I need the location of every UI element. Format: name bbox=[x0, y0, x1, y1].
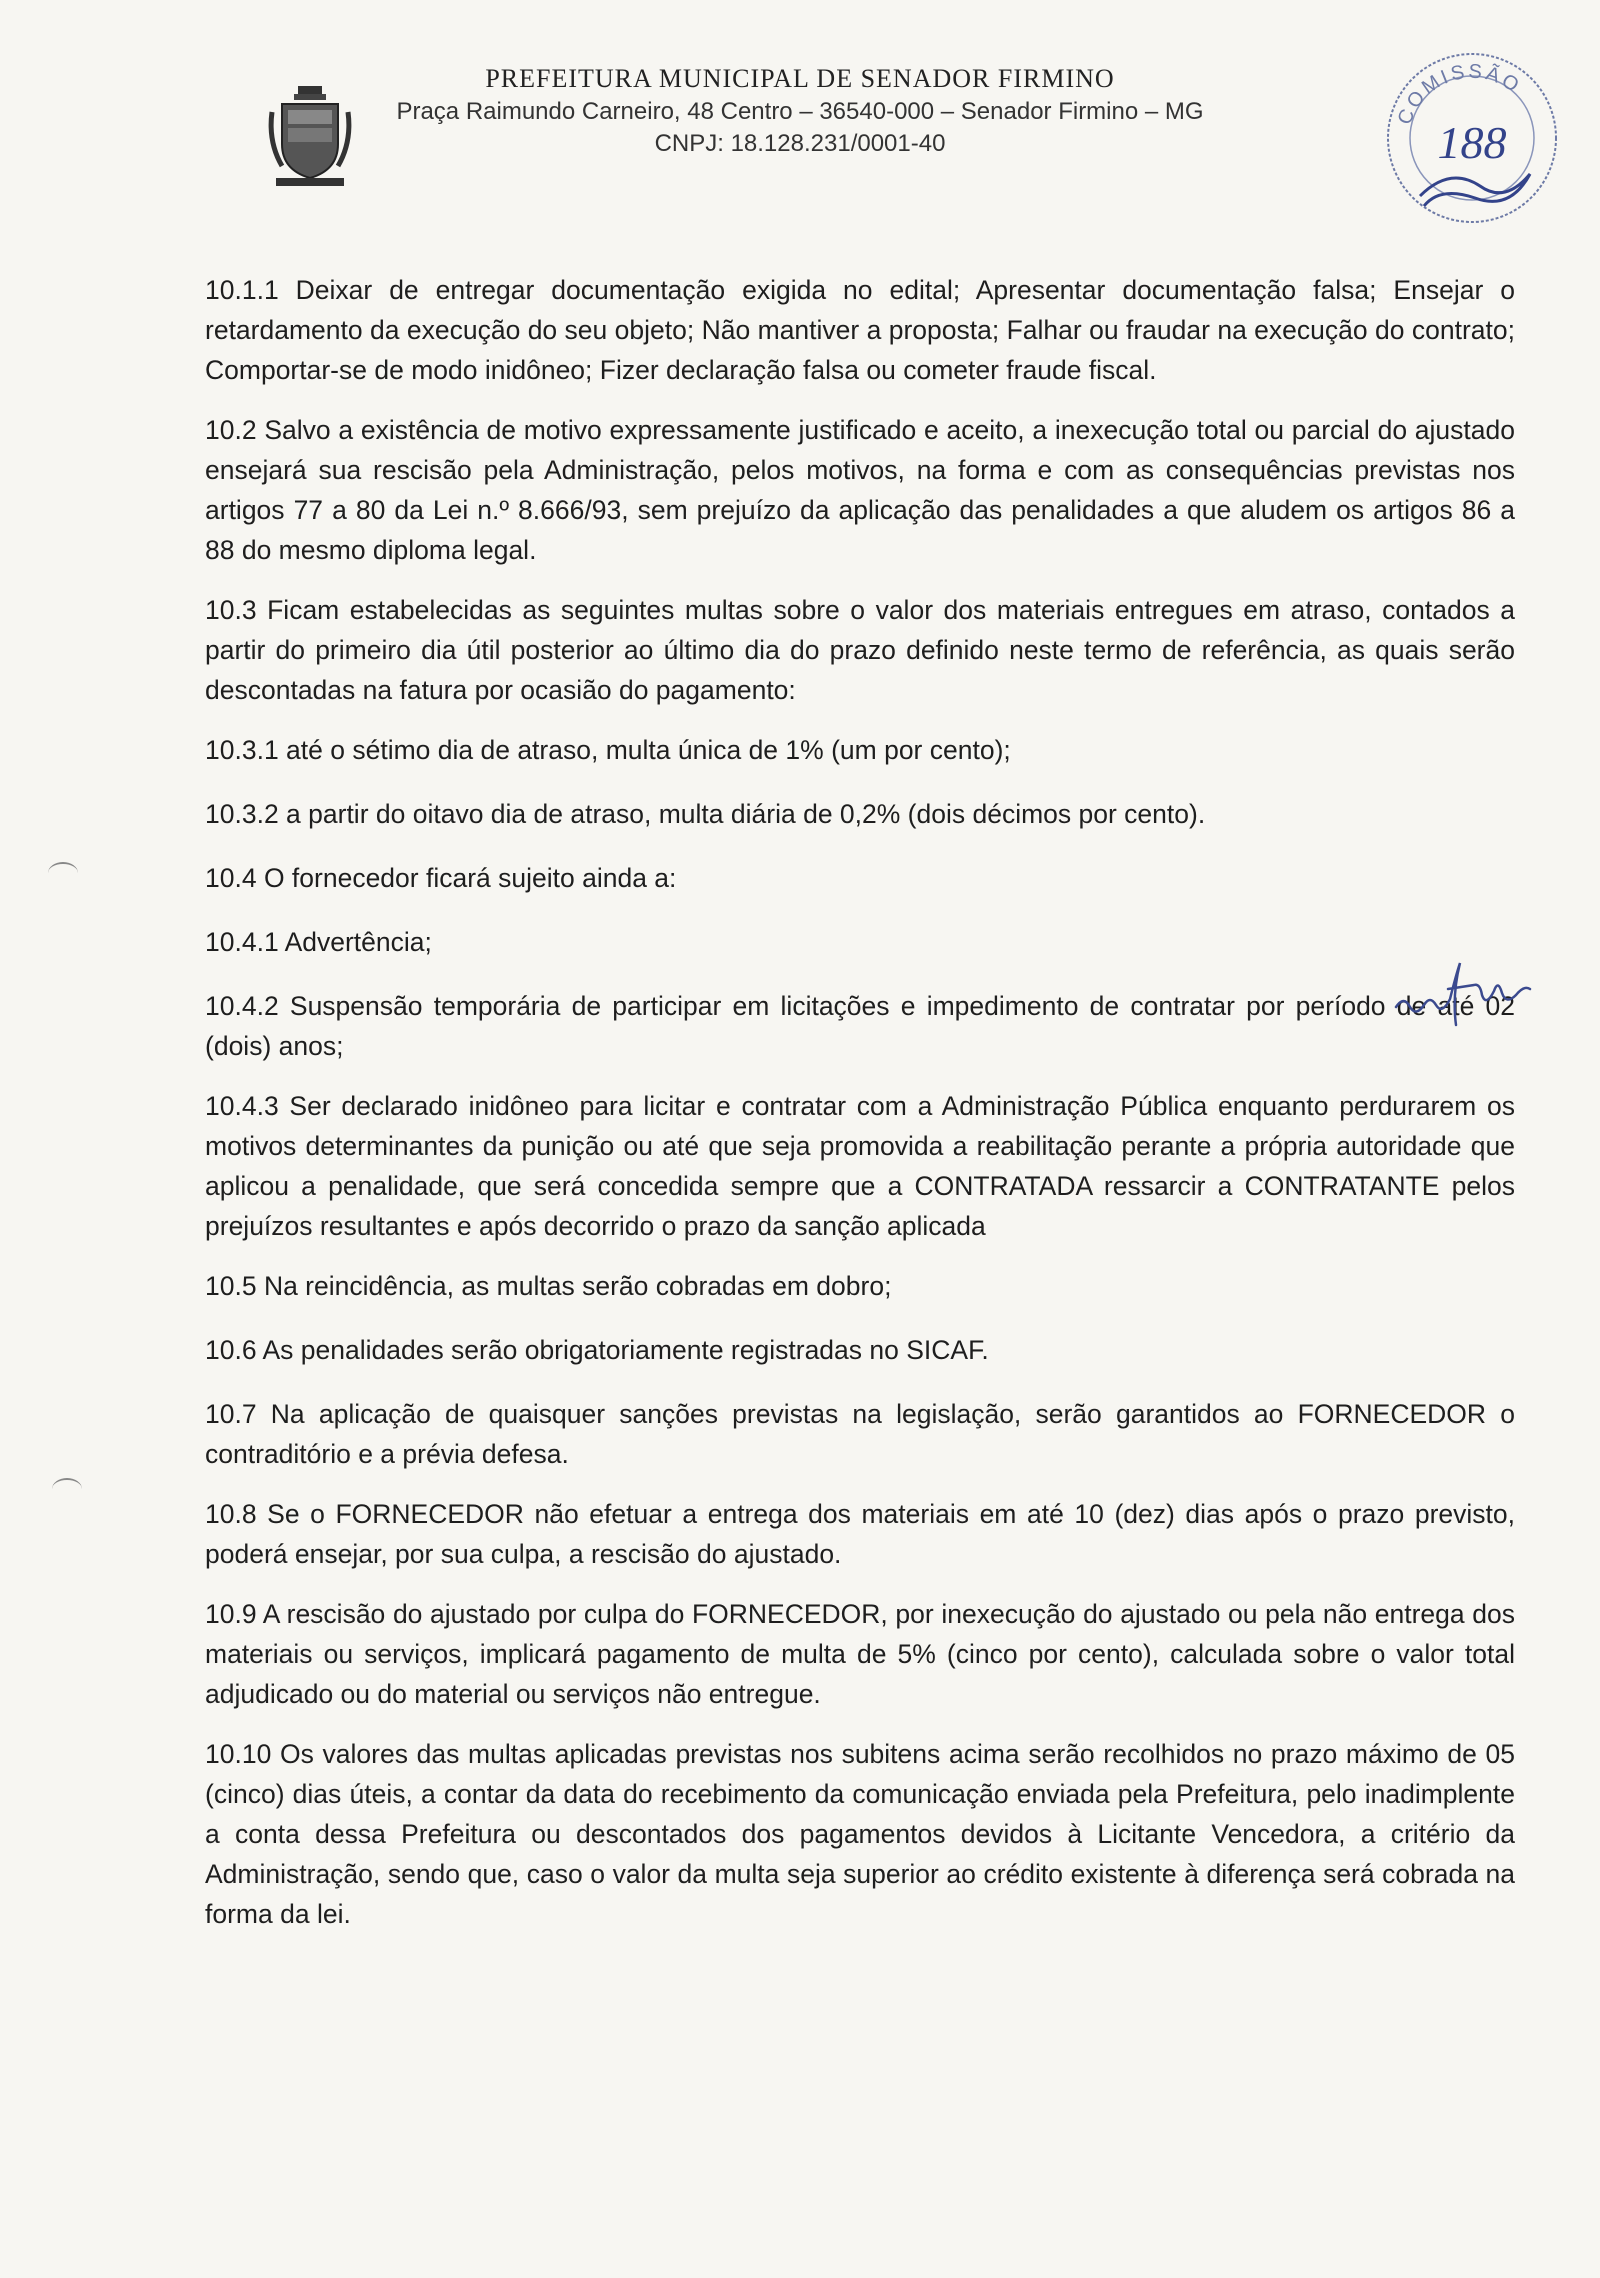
document-body bbox=[205, 270, 1515, 1954]
clause-10-3-1: 10.3.1 até o sétimo dia de atraso, multa única de 1% (um por cento); bbox=[205, 735, 1011, 765]
clause-10-3-2: 10.3.2 a partir do oitavo dia de atraso, multa diária de 0,2% (dois décimos por cento). bbox=[205, 799, 1206, 829]
municipality-cnpj: CNPJ: 18.128.231/0001-40 bbox=[654, 130, 946, 157]
scan-mark bbox=[48, 862, 78, 884]
clause-10-10: 10.10 Os valores das multas aplicadas previstas nos subitens acima serão recolhidos no prazo máximo de 05 (cinco) dias úteis, a contar da data do recebimento da comunicação enviada pela Prefeitura, pelo inadimplente a conta dessa Prefeitura ou descontados dos pagamentos devidos à Licitante Vencedora, a critério da Administração, sendo que, caso o valor da multa seja superior ao crédito existente à diferença será cobrada na forma da lei. bbox=[205, 1739, 1515, 1929]
letterhead bbox=[250, 62, 1350, 160]
clause-10-5: 10.5 Na reincidência, as multas serão cobradas em dobro; bbox=[205, 1271, 892, 1301]
municipality-title: PREFEITURA MUNICIPAL DE SENADOR FIRMINO bbox=[485, 64, 1115, 93]
scan-mark bbox=[52, 1478, 82, 1500]
clause-10-2: 10.2 Salvo a existência de motivo expressamente justificado e aceito, a inexecução total ou parcial do ajustado ensejará sua rescisão pela Administração, pelos motivos, na forma e com as consequências previstas nos artigos 77 a 80 da Lei n.º 8.666/93, sem prejuízo da aplicação das penalidades a que aludem os artigos 86 a 88 do mesmo diploma legal. bbox=[205, 415, 1515, 565]
clause-10-1-1: 10.1.1 Deixar de entregar documentação exigida no edital; Apresentar documentação falsa; Ensejar o retardamento da execução do seu objeto; Não mantiver a proposta; Falhar ou fraudar na execução do contrato; Comportar-se de modo inidôneo; Fizer declaração falsa ou cometer fraude fiscal. bbox=[205, 275, 1515, 385]
clause-10-4-1: 10.4.1 Advertência; bbox=[205, 927, 432, 957]
clause-10-4: 10.4 O fornecedor ficará sujeito ainda a: bbox=[205, 863, 677, 893]
clause-10-8: 10.8 Se o FORNECEDOR não efetuar a entrega dos materiais em até 10 (dez) dias após o prazo previsto, poderá ensejar, por sua culpa, a rescisão do ajustado. bbox=[205, 1499, 1515, 1569]
clause-10-3: 10.3 Ficam estabelecidas as seguintes multas sobre o valor dos materiais entregues em atraso, contados a partir do primeiro dia útil posterior ao último dia do prazo definido neste termo de referência, as quais serão descontadas na fatura por ocasião do pagamento: bbox=[205, 595, 1515, 705]
clause-10-4-2: 10.4.2 Suspensão temporária de participar em licitações e impedimento de contratar por período de até 02 (dois) anos; bbox=[205, 991, 1515, 1061]
commission-page-stamp bbox=[1380, 46, 1565, 231]
clause-10-9: 10.9 A rescisão do ajustado por culpa do FORNECEDOR, por inexecução do ajustado ou pela não entrega dos materiais ou serviços, implicará pagamento de multa de 5% (cinco por cento), calculada sobre o valor total adjudicado ou do material ou serviços não entregue. bbox=[205, 1599, 1515, 1709]
clause-10-7: 10.7 Na aplicação de quaisquer sanções previstas na legislação, serão garantidos ao FORNECEDOR o contraditório e a prévia defesa. bbox=[205, 1399, 1515, 1469]
handwritten-initials-signature bbox=[1390, 955, 1540, 1035]
municipality-address: Praça Raimundo Carneiro, 48 Centro – 36540-000 – Senador Firmino – MG bbox=[396, 98, 1204, 125]
stamp-page-number: 188 bbox=[1437, 117, 1507, 168]
clause-10-6: 10.6 As penalidades serão obrigatoriamente registradas no SICAF. bbox=[205, 1335, 989, 1365]
clause-10-4-3: 10.4.3 Ser declarado inidôneo para licitar e contratar com a Administração Pública enquanto perdurarem os motivos determinantes da punição ou até que seja promovida a reabilitação perante a própria autoridade que aplicou a penalidade, que será concedida sempre que a CONTRATADA ressarcir a CONTRATANTE pelos prejuízos resultantes e após decorrido o prazo da sanção aplicada bbox=[205, 1091, 1515, 1241]
stamp-text: COMISSÃO bbox=[1393, 60, 1526, 128]
